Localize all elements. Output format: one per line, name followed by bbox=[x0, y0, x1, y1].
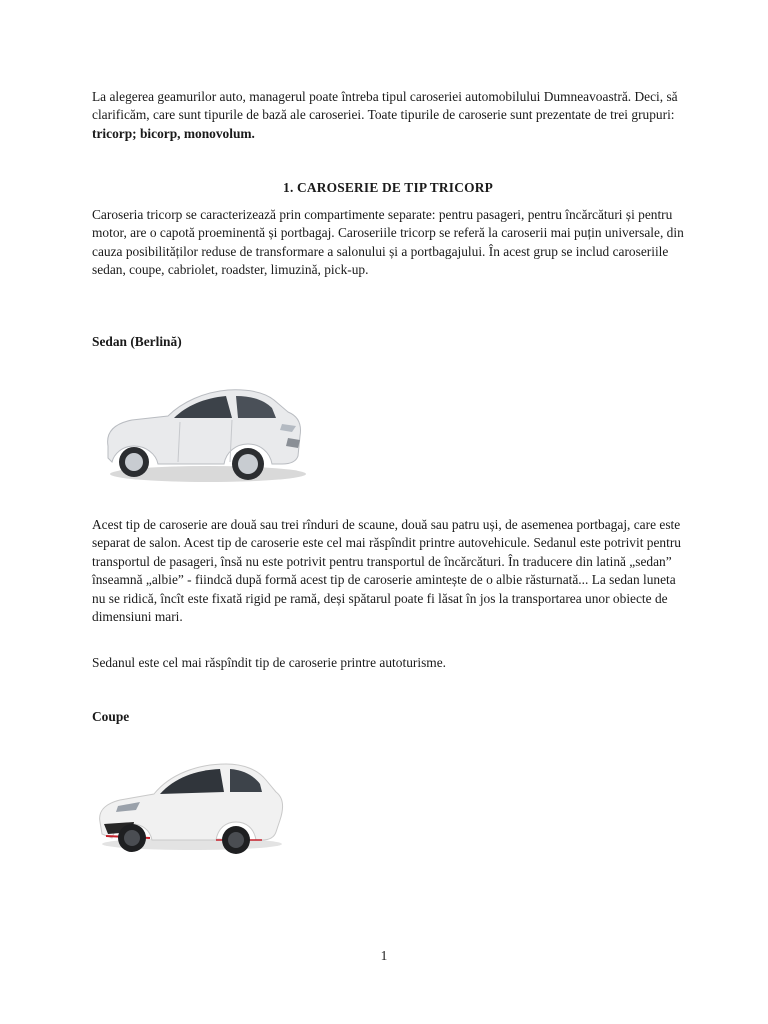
sedan-summary: Sedanul este cel mai răspîndit tip de caroserie printre autoturisme. bbox=[92, 655, 446, 670]
sedan-heading: Sedan (Berlină) bbox=[92, 334, 182, 349]
intro-paragraph bbox=[92, 88, 684, 143]
coupe-car-image bbox=[94, 752, 290, 876]
sedan-description: Acest tip de caroserie are două sau trei rînduri de scaune, două sau patru uși, de asemenea portbagaj, care este separat de salon. Acest tip de caroserie este cel mai răspîndit printre autovehicule. Sedanul este potrivit pentru transportul de pasageri, însă nu este potrivit pentru transportul de încărcături. În traducere din latină „sedan” înseamnă „albie” - fiindcă după formă acest tip de caroserie amintește de o albie răsturnată... La sedan luneta nu se ridică, încît este fixată rigid pe ramă, deși spătarul poate fi lăsat în jos la transportarea unor obiecte de dimensiuni mari. bbox=[92, 517, 681, 625]
section-body: Caroseria tricorp se caracterizează prin compartimente separate: pentru pasageri, pentru încărcături și pentru motor, are o capotă proeminentă și portbagaj. Caroseriile tricorp se referă la caroserii mai puțin universale, din cauza posibilităților reduse de transformare a salonului și a portbagajului. În acest grup se includ caroseriile sedan, coupe, cabriolet, roadster, limuzină, pick-up. bbox=[92, 207, 684, 278]
page-number: 1 bbox=[380, 948, 388, 963]
intro-bold-text: tricorp; bicorp, monovolum. bbox=[92, 125, 255, 141]
section-heading: 1. CAROSERIE DE TIP TRICORP bbox=[283, 180, 493, 195]
sedan-car-image bbox=[96, 362, 312, 502]
coupe-heading: Coupe bbox=[92, 709, 130, 724]
intro-text: La alegerea geamurilor auto, managerul poate întreba tipul caroseriei automobilului Dumneavoastră. Deci, să clarificăm, care sunt tipurile de bază ale caroseriei. Toate tipurile de caroserie sunt prezentate de trei grupuri: bbox=[92, 89, 678, 123]
